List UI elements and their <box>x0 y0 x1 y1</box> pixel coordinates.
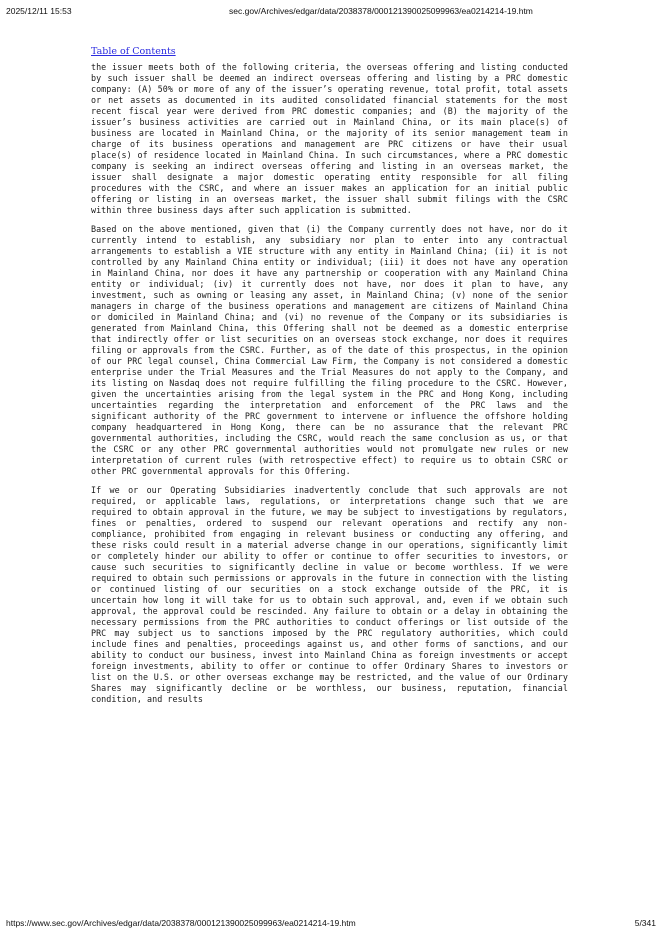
print-footer-url: https://www.sec.gov/Archives/edgar/data/2038378/000121390025099963/ea0214214-19.htm <box>6 918 356 928</box>
paragraph-issuer-criteria: the issuer meets both of the following criteria, the overseas offering and listing conducted by such issuer shall be deemed an indirect overseas offering and listing by a PRC domestic company: (A) 50% or more of any of the issuer’s operating revenue, total profit, total assets or net assets as documented in its audited consolidated financial statements for the most recent fiscal year were derived from PRC domestic companies; and (B) the majority of the issuer’s business activities are carried out in Mainland China, or its main place(s) of business are located in Mainland China, or the majority of its senior management team in charge of its business operations and management are PRC citizens or have their usual place(s) of residence located in Mainland China. In such circumstances, where a PRC domestic company is seeking an indirect overseas offering and listing in an overseas market, the issuer shall designate a major domestic operating entity responsible for all filing procedures with the CSRC, and where an issuer makes an application for an initial public offering or listing in an overseas market, the issuer shall submit filings with the CSRC within three business days after such application is submitted. <box>91 62 568 215</box>
paragraph-csrc-conclusion: Based on the above mentioned, given that (i) the Company currently does not have, nor do it currently intend to establish, any subsidiary nor plan to enter into any contractual arrangements to establish a VIE structure with any entity in Mainland China; (ii) it is not controlled by any Mainland China entity or individual; (iii) it does not have any operation in Mainland China, nor does it have any partnership or cooperation with any Mainland China entity or individual; (iv) it currently does not have, nor does it plan to have, any investment, such as owning or leasing any asset, in Mainland China; (v) none of the senior managers in charge of the business operations and management are citizens of Mainland China or domiciled in Mainland China; and (vi) no revenue of the Company or its subsidiaries is generated from Mainland China, this Offering shall not be deemed as a domestic enterprise that indirectly offer or list securities on an overseas stock exchange, nor does it requires filing or approvals from the CSRC. Further, as of the date of this prospectus, in the opinion of our PRC legal counsel, China Commercial Law Firm, the Company is not considered a domestic enterprise under the Trial Measures and the Trial Measures do not apply to the Company, and its listing on Nasdaq does not require fulfilling the filing procedure to the CSRC. However, given the uncertainties arising from the legal system in the PRC and Hong Kong, including uncertainties regarding the interpretation and enforcement of the PRC laws and the significant authority of the PRC government to intervene or influence the offshore holding company headquartered in Hong Kong, there can be no assurance that the relevant PRC governmental authorities, including the CSRC, would reach the same conclusion as us, or that the CSRC or any other PRC governmental authorities would not promulgate new rules or new interpretation of current rules (with retrospective effect) to require us to obtain CSRC or other PRC governmental approvals for this Offering. <box>91 224 568 476</box>
document-body <box>91 39 568 713</box>
page-indicator: 5/341 <box>634 918 656 928</box>
table-of-contents-link[interactable]: Table of Contents <box>91 46 176 57</box>
print-header-url: sec.gov/Archives/edgar/data/2038378/000121390025099963/ea0214214-19.htm <box>229 6 533 16</box>
print-timestamp: 2025/12/11 15:53 <box>6 6 72 16</box>
paragraph-approval-risks: If we or our Operating Subsidiaries inadvertently conclude that such approvals are not required, or applicable laws, regulations, or interpretations change such that we are required to obtain approval in the future, we may be subject to investigations by regulators, fines or penalties, ordered to suspend our relevant operations and rectify any non-compliance, prohibited from engaging in relevant business or conducting any offering, and these risks could result in a material adverse change in our operations, significantly limit or completely hinder our ability to offer or continue to offer securities to investors, or cause such securities to significantly decline in value or become worthless. If we were required to obtain such permissions or approvals in the future in connection with the listing or continued listing of our securities on a stock exchange outside of the PRC, it is uncertain how long it will take for us to obtain such approval, and, even if we obtain such approval, the approval could be rescinded. Any failure to obtain or a delay in obtaining the necessary permissions from the PRC authorities to conduct offerings or list outside of the PRC may subject us to sanctions imposed by the PRC regulatory authorities, which could include fines and penalties, proceedings against us, and other forms of sanctions, and our ability to conduct our business, invest into Mainland China as foreign investments or accept foreign investments, ability to offer or continue to offer Ordinary Shares to investors or list on the U.S. or other overseas exchange may be restricted, and the value of our Ordinary Shares may significantly decline or be worthless, our business, reputation, financial condition, and results <box>91 485 568 704</box>
